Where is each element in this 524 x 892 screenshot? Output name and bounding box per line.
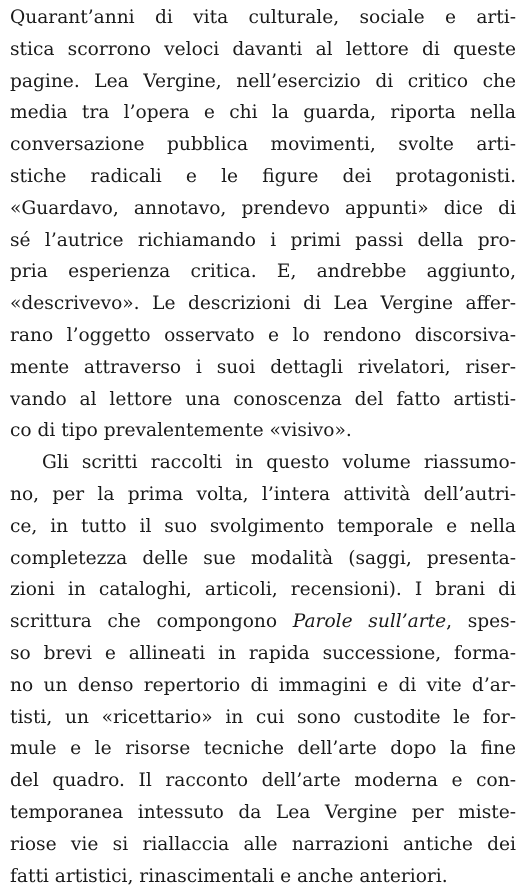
text-segment: stica scorrono veloci davanti al lettore di queste <box>10 38 516 60</box>
text-segment: «descrivevo». Le descrizioni di Lea Vergine affer- <box>10 293 516 315</box>
text-line <box>10 225 516 257</box>
text-line <box>10 415 516 447</box>
text-segment: media tra l’opera e chi la guarda, riporta nella <box>10 102 516 124</box>
text-line <box>10 606 516 638</box>
text-line <box>10 320 516 352</box>
text-segment: no un denso repertorio di immagini e di vite d’ar- <box>10 674 516 696</box>
text-line <box>10 352 516 384</box>
text-segment: riose vie si riallaccia alle narrazioni antiche dei <box>10 833 516 855</box>
paragraph <box>10 2 516 447</box>
text-segment: ce, in tutto il suo svolgimento temporale e nella <box>10 515 516 537</box>
text-segment: mule e le risorse tecniche dell’arte dopo la fine <box>10 738 516 760</box>
text-segment: rano l’oggetto osservato e lo rendono discorsiva- <box>10 324 516 346</box>
text-line <box>10 479 516 511</box>
text-segment: pria esperienza critica. E, andrebbe aggiunto, <box>10 261 516 283</box>
text-segment: tisti, un «ricettario» in cui sono custodite le for- <box>10 706 516 728</box>
text-segment: no, per la prima volta, l’intera attività dell’autri- <box>10 483 516 505</box>
text-segment: , spes- <box>446 611 516 633</box>
text-line <box>10 574 516 606</box>
text-line <box>10 670 516 702</box>
text-segment: co di tipo prevalentemente «visivo». <box>10 420 352 442</box>
text-segment: conversazione pubblica movimenti, svolte arti- <box>10 134 516 156</box>
text-segment: sé l’autrice richiamando i primi passi della pro- <box>10 229 516 251</box>
text-segment: «Guardavo, annotavo, prendevo appunti» dice di <box>10 197 516 219</box>
text-segment: scrittura che compongono <box>10 611 293 633</box>
text-segment: zioni in cataloghi, articoli, recensioni). I brani di <box>10 579 516 601</box>
text-segment: completezza delle sue modalità (saggi, presenta- <box>10 547 516 569</box>
text-segment: so brevi e allineati in rapida successione, forma- <box>10 642 516 664</box>
text-line <box>10 97 516 129</box>
text-line <box>10 702 516 734</box>
text-segment: stiche radicali e le figure dei protagonisti. <box>10 165 516 187</box>
text-line <box>10 384 516 416</box>
text-line <box>10 638 516 670</box>
text-line <box>10 34 516 66</box>
text-line <box>10 66 516 98</box>
text-segment: del quadro. Il racconto dell’arte moderna e con- <box>10 770 516 792</box>
text-line <box>10 861 516 892</box>
book-title: Parole sull’arte <box>292 611 447 633</box>
text-segment: temporanea intessuto da Lea Vergine per miste- <box>10 801 516 823</box>
text-line <box>10 193 516 225</box>
text-line <box>10 765 516 797</box>
text-line <box>10 511 516 543</box>
text-segment: Quarant’anni di vita culturale, sociale e arti- <box>10 7 516 28</box>
paragraph <box>10 447 516 892</box>
text-line <box>10 733 516 765</box>
text-line <box>10 543 516 575</box>
text-segment: fatti artistici, rinascimentali e anche anteriori. <box>10 865 448 887</box>
text-line <box>10 288 516 320</box>
text-line <box>10 161 516 193</box>
text-line <box>10 2 516 34</box>
text-segment: pagine. Lea Vergine, nell’esercizio di critico che <box>10 70 516 92</box>
text-line <box>10 256 516 288</box>
text-line <box>10 829 516 861</box>
text-line <box>10 447 516 479</box>
text-segment: vando al lettore una conoscenza del fatto artisti- <box>10 388 516 410</box>
text-line <box>10 129 516 161</box>
text-segment: mente attraverso i suoi dettagli rivelatori, riser- <box>10 356 516 378</box>
text-segment: Gli scritti raccolti in questo volume riassumo- <box>42 452 516 474</box>
document-page <box>10 2 516 892</box>
text-line <box>10 797 516 829</box>
body-text <box>10 2 516 892</box>
